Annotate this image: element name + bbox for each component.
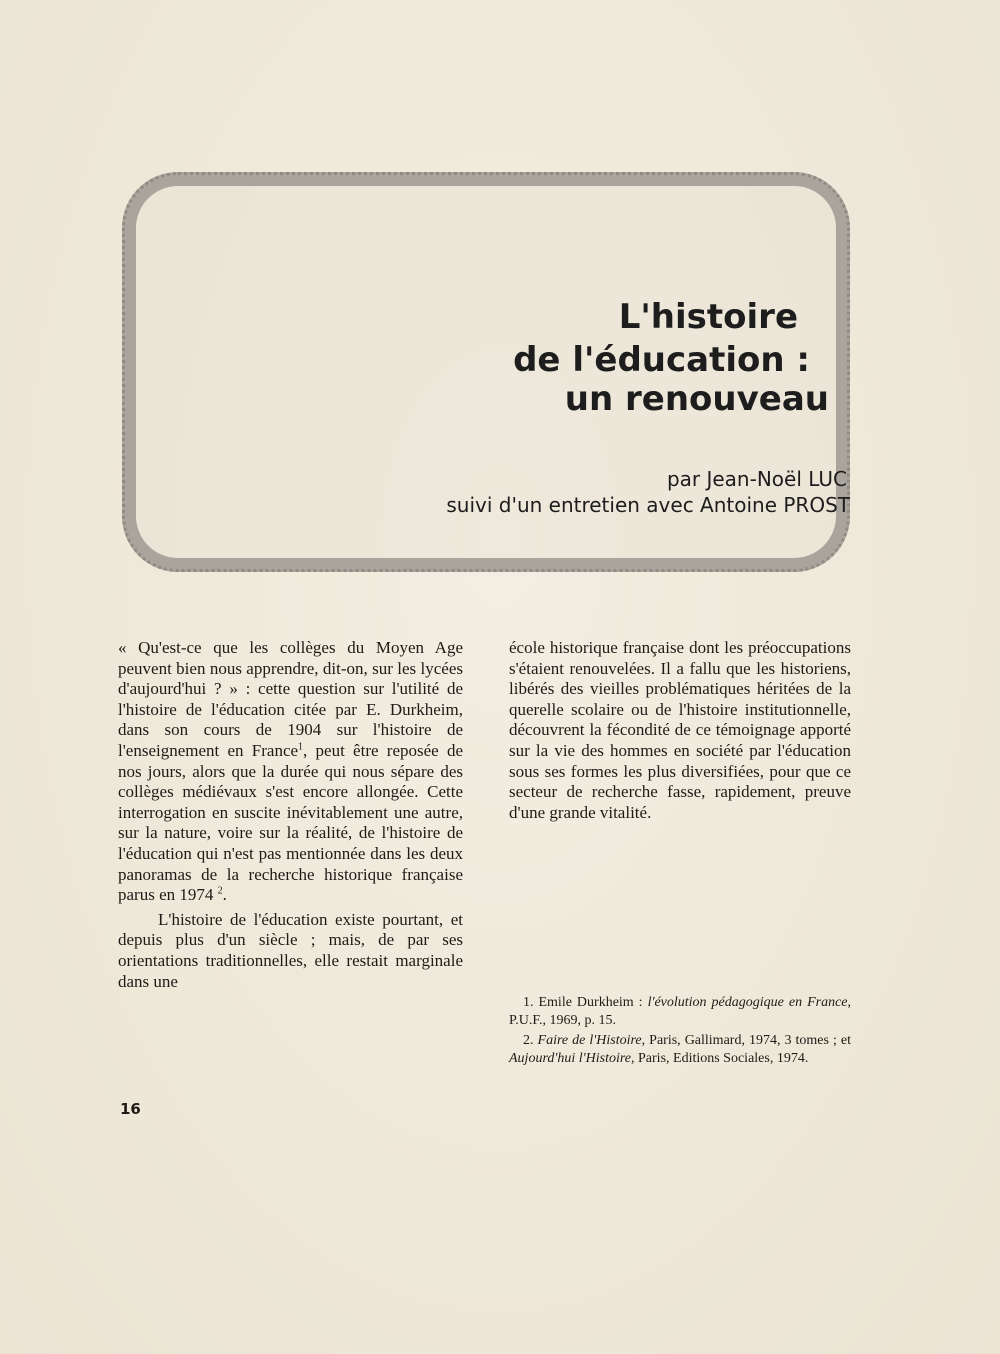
paragraph-text: , peut être reposée de nos jours, alors que la durée qui nous sépare des collèges médiévaux s'est encore allongée. Cette interrogation en suscite inévitablement une autre, sur la nature, voire sur la réalité, de l'histoire de l'éducation qui n'est pas mentionnée dans les deux panoramas de la recherche historique française parus en 1974 [118, 740, 463, 905]
paragraph-second: L'histoire de l'éducation existe pourtant, et depuis plus d'un siècle ; mais, de par ses orientations traditionnelles, elle restait marginale dans une [118, 909, 463, 991]
footnote-title: l'évolution pédagogique en France [647, 995, 848, 1010]
footnote-text: 1. Emile Durkheim : [523, 995, 648, 1010]
interview-byline: suivi d'un entretien avec Antoine PROST [446, 493, 850, 517]
footnote-2 [509, 1032, 851, 1068]
text-column-left [118, 638, 463, 992]
footnote-title: Faire de l'Histoire [537, 1033, 642, 1048]
article-title-line-2: de l'éducation : [513, 340, 810, 380]
text-column-right [509, 638, 851, 823]
footnote-text: , P.U.F., 1969, p. 15. [509, 995, 851, 1028]
page-number: 16 [120, 1100, 141, 1118]
footnote-ref-1: 1 [298, 741, 304, 753]
author-byline: par Jean-Noël LUC [666, 467, 847, 491]
paragraph-text: « Qu'est-ce que les collèges du Moyen Age peuvent bien nous apprendre, dit-on, sur les lycées d'aujourd'hui ? » : cette question sur l'utilité de l'histoire de l'éducation citée par E. Durkheim, dans son cours de 1904 sur l'histoire de l'enseignement en France [118, 638, 463, 760]
footnote-1 [509, 994, 851, 1030]
footnote-ref-2: 2 [217, 885, 223, 897]
article-title-line-1: L'histoire [618, 297, 798, 337]
footnote-text: 2. [523, 1033, 538, 1048]
footnote-text: , Paris, Gallimard, 1974, 3 tomes ; et [641, 1033, 851, 1048]
paragraph-intro [118, 638, 463, 906]
article-title-line-3: un renouveau [564, 379, 829, 419]
footnotes [509, 994, 851, 1070]
footnote-text: , Paris, Editions Sociales, 1974. [631, 1051, 809, 1066]
footnote-title: Aujourd'hui l'Histoire [509, 1051, 632, 1066]
paragraph-text: . [222, 885, 227, 905]
paragraph-continued: école historique française dont les préoccupations s'étaient renouvelées. Il a fallu que les historiens, libérés des vieilles problématiques héritées de la querelle scolaire ou de l'histoire institutionnelle, découvrent la fécondité de ce témoignage apporté sur la vie des hommes en société par l'éducation sous ses formes les plus diversifiées, pour que ce secteur de recherche fasse, rapidement, preuve d'une grande vitalité. [509, 638, 851, 822]
